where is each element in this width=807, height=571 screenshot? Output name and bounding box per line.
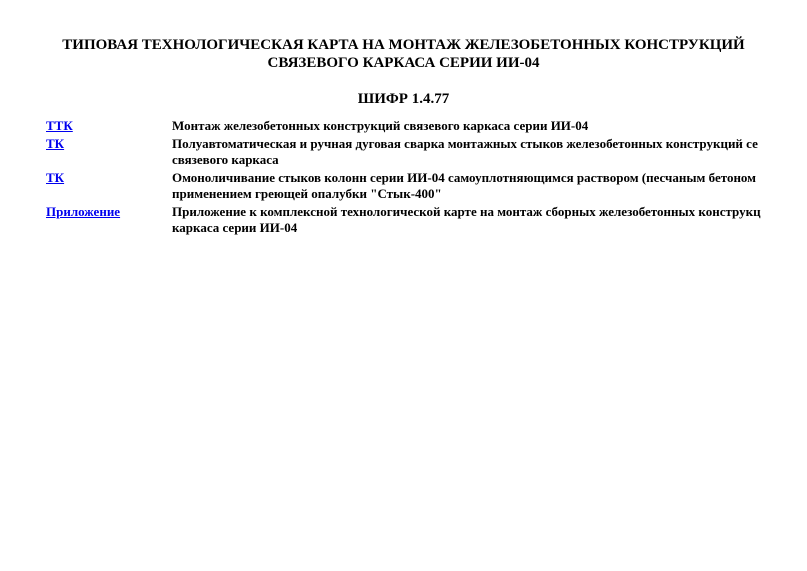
document-description <box>172 136 807 168</box>
document-link-ttk[interactable]: ТТК <box>46 118 73 133</box>
document-list <box>0 118 807 258</box>
title-line-1: ТИПОВАЯ ТЕХНОЛОГИЧЕСКАЯ КАРТА НА МОНТАЖ ЖЕЛЕЗОБЕТОННЫХ КОНСТРУКЦИЙ <box>62 37 745 53</box>
document-description <box>172 204 807 236</box>
document-description <box>172 118 807 134</box>
document-link-appendix[interactable]: Приложение <box>46 204 121 219</box>
description-line: связевого каркаса <box>172 152 279 167</box>
page-title <box>0 36 807 72</box>
list-item <box>0 204 807 236</box>
description-line: Омоноличивание стыков колонн серии ИИ-04 самоуплотняющимся раствором (песчаным бетоном <box>172 170 757 185</box>
document-link-tk-welding[interactable]: ТК <box>46 136 65 151</box>
description-line: применением греющей опалубки "Стык-400" <box>172 186 442 201</box>
description-line: Монтаж железобетонных конструкций связевого каркаса серии ИИ-04 <box>172 118 589 133</box>
list-item <box>0 170 807 202</box>
document-link-tk-grouting[interactable]: ТК <box>46 170 65 185</box>
list-item <box>0 136 807 168</box>
document-code: ШИФР 1.4.77 <box>357 91 450 107</box>
list-item <box>0 118 807 134</box>
document-description <box>172 170 807 202</box>
description-line: Приложение к комплексной технологической карте на монтаж сборных железобетонных конструкц <box>172 204 761 219</box>
title-line-2: СВЯЗЕВОГО КАРКАСА СЕРИИ ИИ-04 <box>267 55 540 71</box>
description-line: каркаса серии ИИ-04 <box>172 220 298 235</box>
description-line: Полуавтоматическая и ручная дуговая сварка монтажных стыков железобетонных конструкций се <box>172 136 758 151</box>
